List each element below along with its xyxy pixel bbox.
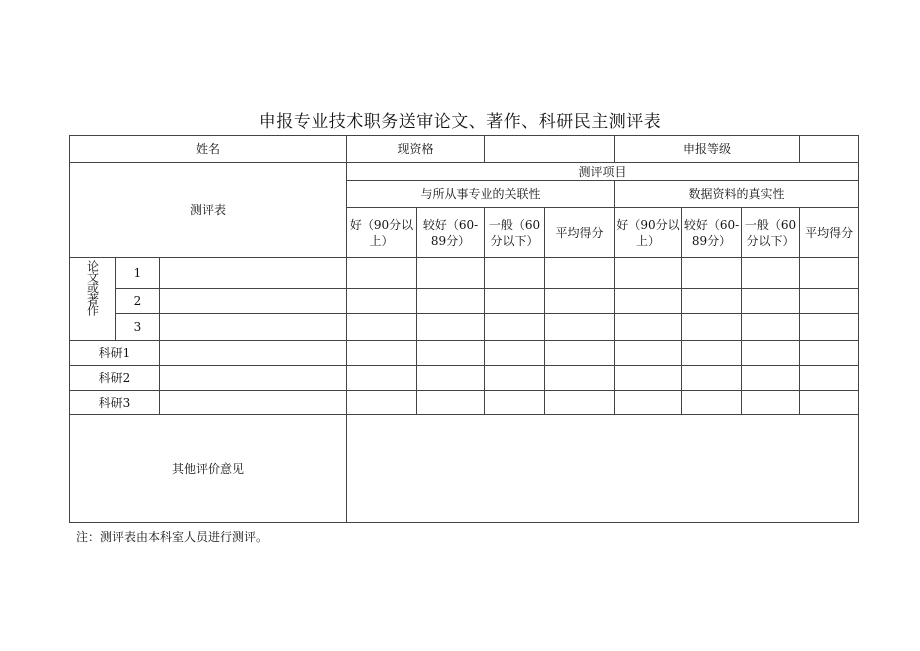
criterion-fairly-good: 较好（60-89分）: [682, 208, 742, 258]
score-cell[interactable]: [545, 314, 615, 341]
papers-label: 论文或著作: [85, 260, 100, 315]
paper-row-1: [70, 258, 859, 289]
score-cell[interactable]: [682, 341, 742, 366]
research-label: 科研2: [70, 366, 160, 391]
paper-number: 2: [116, 289, 160, 314]
criterion-average-score: 平均得分: [800, 208, 859, 258]
score-cell[interactable]: [417, 391, 485, 415]
criterion-average: 一般（60分以下）: [485, 208, 545, 258]
score-cell[interactable]: [347, 341, 417, 366]
score-cell[interactable]: [800, 314, 859, 341]
criterion-good: 好（90分以上）: [347, 208, 417, 258]
paper-title-input[interactable]: [160, 258, 347, 289]
score-cell[interactable]: [347, 258, 417, 289]
qualification-label: 现资格: [347, 136, 485, 163]
research-title-input[interactable]: [160, 341, 347, 366]
research-title-input[interactable]: [160, 391, 347, 415]
paper-title-input[interactable]: [160, 314, 347, 341]
score-cell[interactable]: [682, 366, 742, 391]
criterion-good: 好（90分以上）: [615, 208, 682, 258]
score-cell[interactable]: [615, 341, 682, 366]
score-cell[interactable]: [682, 258, 742, 289]
score-cell[interactable]: [347, 366, 417, 391]
evaluation-table: [69, 135, 859, 523]
research-row-3: [70, 391, 859, 415]
criterion-average: 一般（60分以下）: [742, 208, 800, 258]
score-cell[interactable]: [485, 258, 545, 289]
criterion-fairly-good: 较好（60-89分）: [417, 208, 485, 258]
paper-number: 1: [116, 258, 160, 289]
score-cell[interactable]: [417, 314, 485, 341]
score-cell[interactable]: [615, 258, 682, 289]
score-cell[interactable]: [615, 391, 682, 415]
score-cell[interactable]: [800, 366, 859, 391]
score-cell[interactable]: [485, 314, 545, 341]
score-cell[interactable]: [742, 366, 800, 391]
paper-number: 3: [116, 314, 160, 341]
other-opinions-label: 其他评价意见: [70, 415, 347, 523]
group-relevance: 与所从事专业的关联性: [347, 181, 615, 208]
criterion-average-score: 平均得分: [545, 208, 615, 258]
score-cell[interactable]: [742, 289, 800, 314]
research-label: 科研3: [70, 391, 160, 415]
paper-title-input[interactable]: [160, 289, 347, 314]
score-cell[interactable]: [800, 391, 859, 415]
paper-row-3: [70, 314, 859, 341]
score-cell[interactable]: [545, 391, 615, 415]
score-cell[interactable]: [347, 391, 417, 415]
group-authenticity: 数据资料的真实性: [615, 181, 859, 208]
score-cell[interactable]: [545, 289, 615, 314]
research-title-input[interactable]: [160, 366, 347, 391]
score-cell[interactable]: [742, 258, 800, 289]
score-cell[interactable]: [742, 314, 800, 341]
score-cell[interactable]: [800, 341, 859, 366]
score-cell[interactable]: [417, 289, 485, 314]
score-cell[interactable]: [682, 289, 742, 314]
eval-items-row: [70, 163, 859, 181]
score-cell[interactable]: [545, 366, 615, 391]
footnote: 注：测评表由本科室人员进行测评。: [76, 530, 269, 544]
other-opinions-input[interactable]: [347, 415, 859, 523]
score-cell[interactable]: [545, 341, 615, 366]
header-row: [70, 136, 859, 163]
score-cell[interactable]: [347, 314, 417, 341]
eval-form-label: 测评表: [70, 163, 347, 258]
score-cell[interactable]: [485, 391, 545, 415]
score-cell[interactable]: [485, 341, 545, 366]
score-cell[interactable]: [485, 289, 545, 314]
level-value[interactable]: [800, 136, 859, 163]
score-cell[interactable]: [615, 314, 682, 341]
score-cell[interactable]: [742, 391, 800, 415]
papers-label-cell: [70, 258, 116, 341]
score-cell[interactable]: [682, 314, 742, 341]
qualification-value[interactable]: [485, 136, 615, 163]
score-cell[interactable]: [417, 341, 485, 366]
score-cell[interactable]: [682, 391, 742, 415]
name-label: 姓名: [70, 136, 347, 163]
research-label: 科研1: [70, 341, 160, 366]
score-cell[interactable]: [347, 289, 417, 314]
eval-items-label: 测评项目: [347, 163, 859, 181]
score-cell[interactable]: [615, 366, 682, 391]
research-row-1: [70, 341, 859, 366]
score-cell[interactable]: [485, 366, 545, 391]
score-cell[interactable]: [417, 366, 485, 391]
paper-row-2: [70, 289, 859, 314]
score-cell[interactable]: [742, 341, 800, 366]
score-cell[interactable]: [417, 258, 485, 289]
form-title: 申报专业技术职务送审论文、著作、科研民主测评表: [258, 112, 662, 132]
level-label: 申报等级: [615, 136, 800, 163]
research-row-2: [70, 366, 859, 391]
score-cell[interactable]: [615, 289, 682, 314]
score-cell[interactable]: [800, 289, 859, 314]
score-cell[interactable]: [800, 258, 859, 289]
score-cell[interactable]: [545, 258, 615, 289]
other-opinions-row: [70, 415, 859, 523]
